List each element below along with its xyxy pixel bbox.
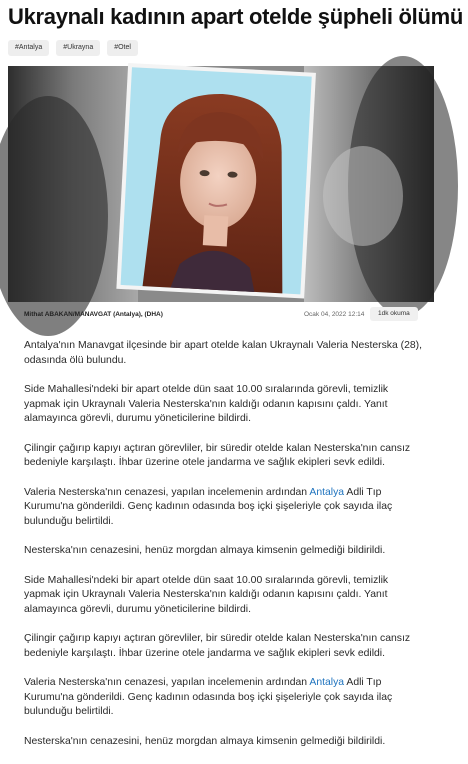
tag-list xyxy=(8,40,138,56)
hero-photo xyxy=(8,66,434,302)
article-meta xyxy=(24,309,419,323)
paragraph: Nesterska'nın cenazesini, henüz morgdan almaya kimsenin gelmediği bildirildi. xyxy=(24,545,386,556)
author-name[interactable]: Mithat ABAKAN/MANAVGAT (Antalya), (DHA) xyxy=(24,311,163,318)
paragraph: Side Mahallesi'ndeki bir apart otelde dün saat 10.00 sıralarında görevli, temizlik yapmak için Ukraynalı Valeria Nesterska'nın kaldığı odanın kapısını çaldı. Yanıt alamayınca görevli, durumu yöneticilerine bildirdi. xyxy=(24,574,389,615)
antalya-link[interactable]: Antalya xyxy=(309,677,345,688)
paragraph-text: Valeria Nesterska'nın cenazesi, yapılan incelemenin ardından xyxy=(24,677,310,688)
paragraph-text: Adli Tıp Kurumu'na gönderildi. Genç kadının odasında boş içki şişeleriyle çok sayıda ilaç bulunduğu belirtildi. xyxy=(24,677,393,717)
paragraph: Side Mahallesi'ndeki bir apart otelde dün saat 10.00 sıralarında görevli, temizlik yapmak için Ukraynalı Valeria Nesterska'nın kaldığı odanın kapısını çaldı. Yanıt alamayınca görevli, durumu yöneticilerine bildirdi. xyxy=(24,384,389,424)
paragraph: Antalya'nın Manavgat ilçesinde bir apart otelde kalan Ukraynalı Valeria Nesterska (28), odasında ölü bulundu. xyxy=(24,340,422,366)
article-body xyxy=(24,339,422,764)
publish-date: Ocak 04, 2022 12:14 xyxy=(304,311,365,318)
paragraph: Çilingir çağırıp kapıyı açtıran görevliler, bir süredir otelde kalan Nesterska'nın cansız bedeniyle karşılaştı. İhbar üzerine otele jandarma ve sağlık ekipleri sevk edildi. xyxy=(24,442,411,468)
read-time-badge: 1dk okuma xyxy=(370,307,418,321)
tag-otel[interactable]: #Otel xyxy=(107,40,138,56)
paragraph-with-link xyxy=(24,486,422,530)
paragraph-with-link xyxy=(24,676,422,720)
paragraph-text: Valeria Nesterska'nın cenazesi, yapılan incelemenin ardından xyxy=(24,486,310,498)
tag-antalya[interactable]: #Antalya xyxy=(8,40,49,56)
tag-ukrayna[interactable]: #Ukrayna xyxy=(56,40,100,56)
paragraph: Çilingir çağırıp kapıyı açtıran görevliler, bir süredir otelde kalan Nesterska'nın cansız bedeniyle karşılaştı. İhbar üzerine otele jandarma ve sağlık ekipleri sevk edildi. xyxy=(24,633,411,659)
antalya-link[interactable]: Antalya xyxy=(309,486,345,498)
article-title: Ukraynalı kadının apart otelde şüpheli ölümü xyxy=(8,4,464,29)
paragraph-text: Adli Tıp Kurumu'na gönderildi. Genç kadının odasında boş içki şişeleriyle çok sayıda ilaç bulunduğu belirtildi. xyxy=(24,486,393,527)
hero-image xyxy=(8,66,434,302)
paragraph: Nesterska'nın cenazesini, henüz morgdan almaya kimsenin gelmediği bildirildi. xyxy=(24,735,386,747)
